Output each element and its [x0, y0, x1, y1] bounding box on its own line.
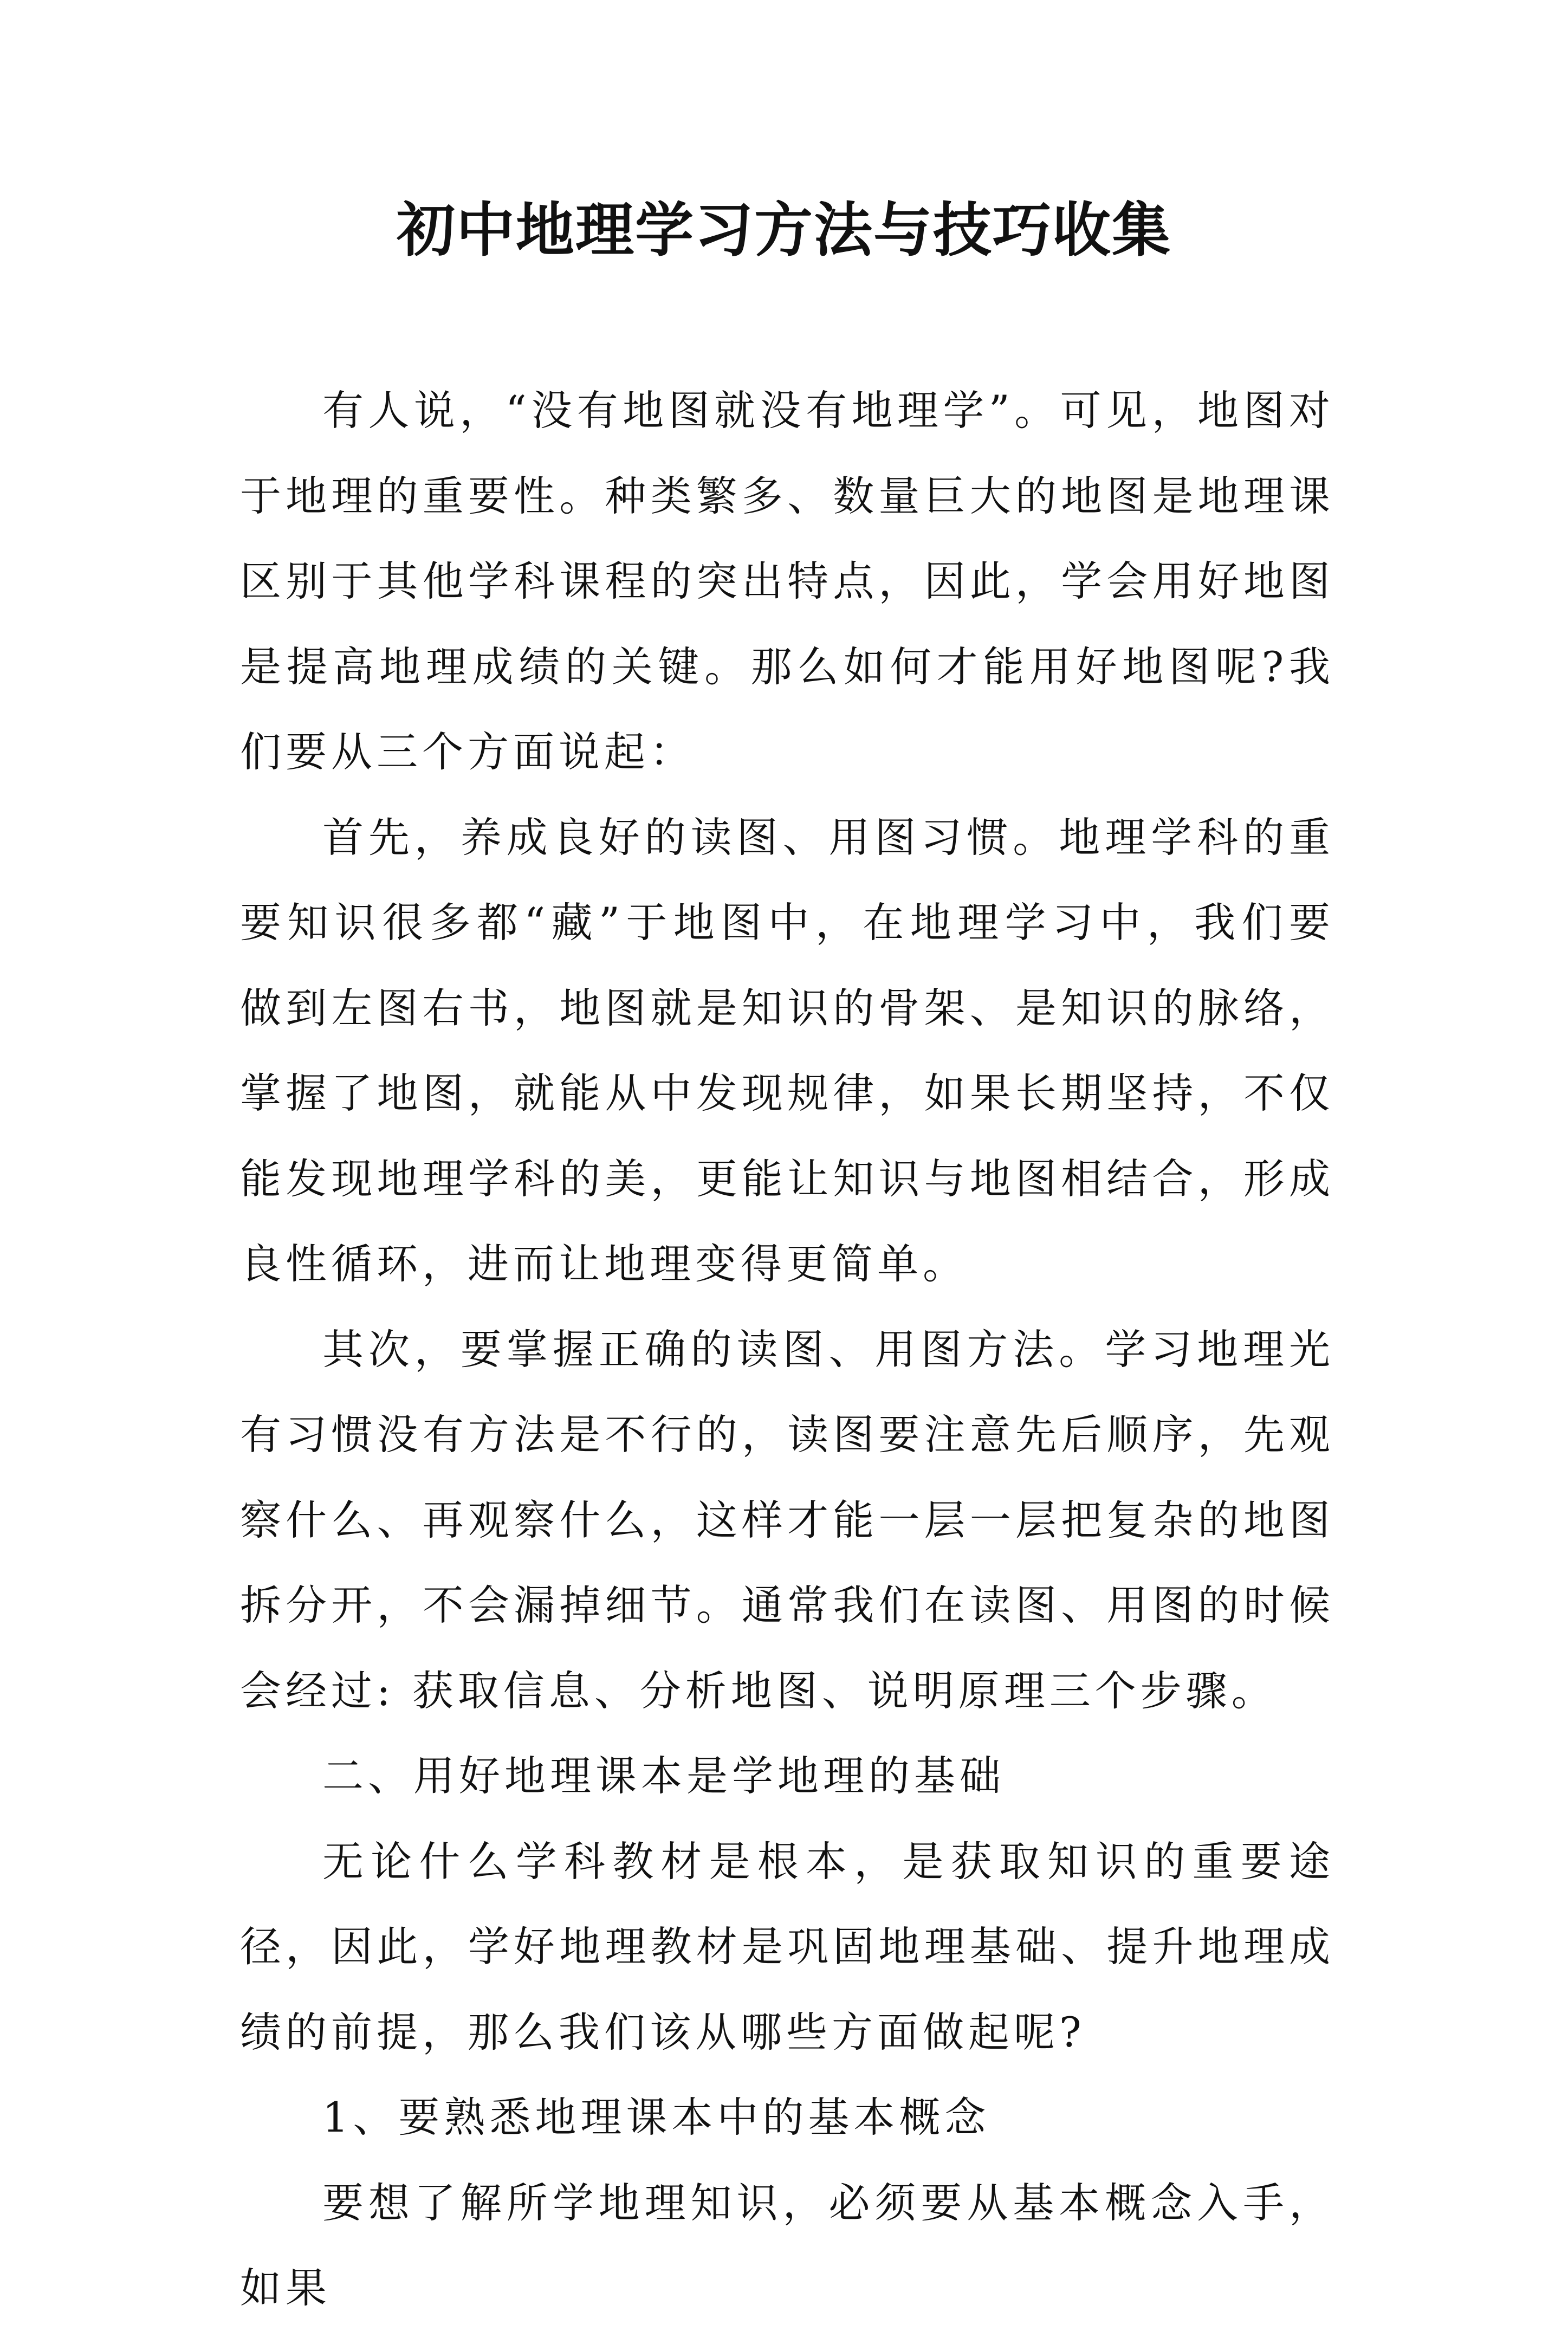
paragraph-intro: 有人说，“没有地图就没有地理学”。可见，地图对于地理的重要性。种类繁多、数量巨大的地图是地理课区别于其他学科课程的突出特点，因此，学会用好地图是提高地理成绩的关键。那么如何才能用好地图呢?我们要从三个方面说起： — [240, 386, 1334, 776]
subheading-basic-concepts: 1、要熟悉地理课本中的基本概念 — [322, 2093, 990, 2141]
document-body — [240, 368, 1334, 2331]
paragraph-first-habit: 首先，养成良好的读图、用图习惯。地理学科的重要知识很多都“藏”于地图中，在地理学习中，我们要做到左图右书，地图就是知识的骨架、是知识的脉络，掌握了地图，就能从中发现规律，如果长期坚持，不仅能发现地理学科的美，更能让知识与地图相结合，形成良性循环，进而让地理变得更简单。 — [240, 813, 1334, 1288]
section-heading-textbook: 二、用好地理课本是学地理的基础 — [322, 1752, 1005, 1800]
paragraph-second-method: 其次，要掌握正确的读图、用图方法。学习地理光有习惯没有方法是不行的，读图要注意先后顺序，先观察什么、再观察什么，这样才能一层一层把复杂的地图拆分开，不会漏掉细节。通常我们在读图、用图的时候会经过: 获取信息、分析地图、说明原理三个步骤。 — [240, 1325, 1334, 1715]
paragraph-textbook-basis: 无论什么学科教材是根本，是获取知识的重要途径，因此，学好地理教材是巩固地理基础、提升地理成绩的前提，那么我们该从哪些方面做起呢? — [240, 1837, 1334, 2056]
paragraph-basic-concepts: 要想了解所学地理知识，必须要从基本概念入手，如果 — [240, 2178, 1334, 2312]
document-title: 初中地理学习方法与技巧收集 — [396, 196, 1171, 264]
